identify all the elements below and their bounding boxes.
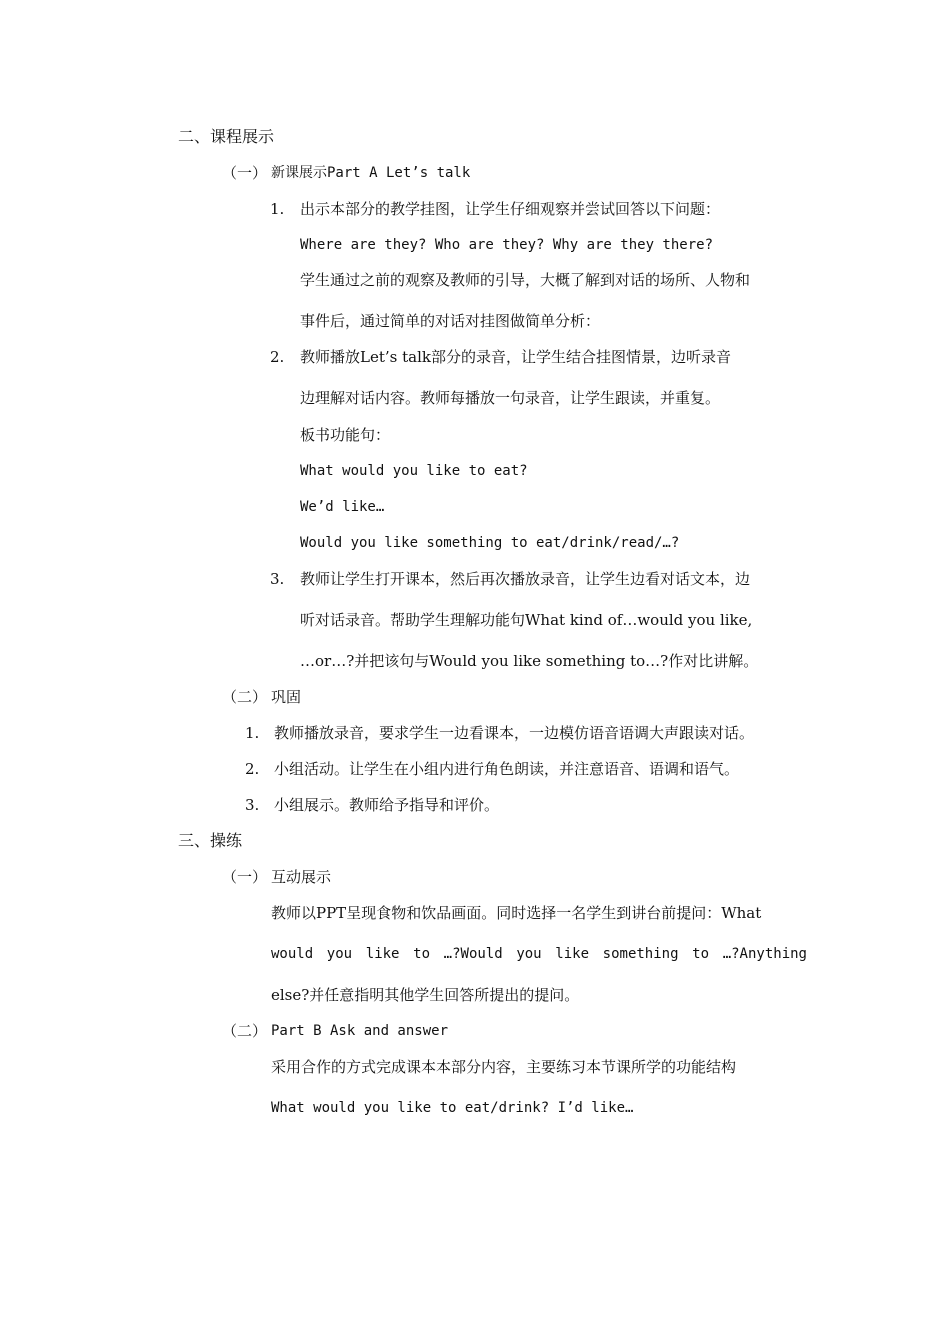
list-text: 事件后，通过简单的对话对挂图做简单分析： xyxy=(300,312,601,330)
list-text: 小组展示。教师给予指导和评价。 xyxy=(274,796,500,814)
paragraph-line: would you like to …?Would you like something to …?Anything xyxy=(271,946,807,962)
subsection-title: Part B Ask and answer xyxy=(271,1023,449,1039)
list-number: 1. xyxy=(270,200,285,218)
section-heading: 二、课程展示 xyxy=(178,127,275,146)
list-text: 板书功能句： xyxy=(300,426,391,444)
list-text: Where are they? Who are they? Why are they there? xyxy=(300,237,714,253)
subsection-title: 互动展示 xyxy=(271,868,332,886)
list-text: Would you like something to eat/drink/read/…? xyxy=(300,535,680,551)
list-number: 3. xyxy=(270,570,285,588)
list-text: …or…?并把该句与Would you like something to…?作对比讲解。 xyxy=(300,652,759,670)
subsection-label: （二） xyxy=(222,688,268,706)
list-number: 2. xyxy=(270,348,285,366)
subsection-title: 巩固 xyxy=(271,688,302,706)
list-text: 教师播放Let’s talk部分的录音，让学生结合挂图情景，边听录音 xyxy=(300,348,731,366)
list-text: 教师播放录音，要求学生一边看课本，一边模仿语音语调大声跟读对话。 xyxy=(274,724,755,742)
list-text: 边理解对话内容。教师每播放一句录音，让学生跟读，并重复。 xyxy=(300,389,721,407)
subsection-label: （一） xyxy=(222,164,268,182)
list-number: 3. xyxy=(245,796,260,814)
list-number: 2. xyxy=(245,760,260,778)
subsection-label: （一） xyxy=(222,868,268,886)
list-text: 出示本部分的教学挂图，让学生仔细观察并尝试回答以下问题： xyxy=(300,200,721,218)
paragraph-line: 教师以PPT呈现食物和饮品画面。同时选择一名学生到讲台前提问：What xyxy=(271,904,762,922)
subsection-title: 新课展示Part A Let’s talk xyxy=(271,165,471,181)
list-text: 小组活动。让学生在小组内进行角色朗读，并注意语音、语调和语气。 xyxy=(274,760,740,778)
list-text: We’d like… xyxy=(300,499,385,515)
subsection-label: （二） xyxy=(222,1022,268,1040)
list-text: 教师让学生打开课本，然后再次播放录音，让学生边看对话文本，边 xyxy=(300,570,751,588)
paragraph-line: 采用合作的方式完成课本本部分内容，主要练习本节课所学的功能结构 xyxy=(271,1058,737,1076)
list-text: 听对话录音。帮助学生理解功能句What kind of…would you like, xyxy=(300,611,753,629)
list-text: 学生通过之前的观察及教师的引导，大概了解到对话的场所、人物和 xyxy=(300,271,751,289)
list-number: 1. xyxy=(245,724,260,742)
paragraph-line: What would you like to eat/drink? I’d like… xyxy=(271,1100,634,1116)
list-text: What would you like to eat? xyxy=(300,463,528,479)
section-heading: 三、操练 xyxy=(178,831,243,850)
paragraph-line: else?并任意指明其他学生回答所提出的提问。 xyxy=(271,986,580,1004)
